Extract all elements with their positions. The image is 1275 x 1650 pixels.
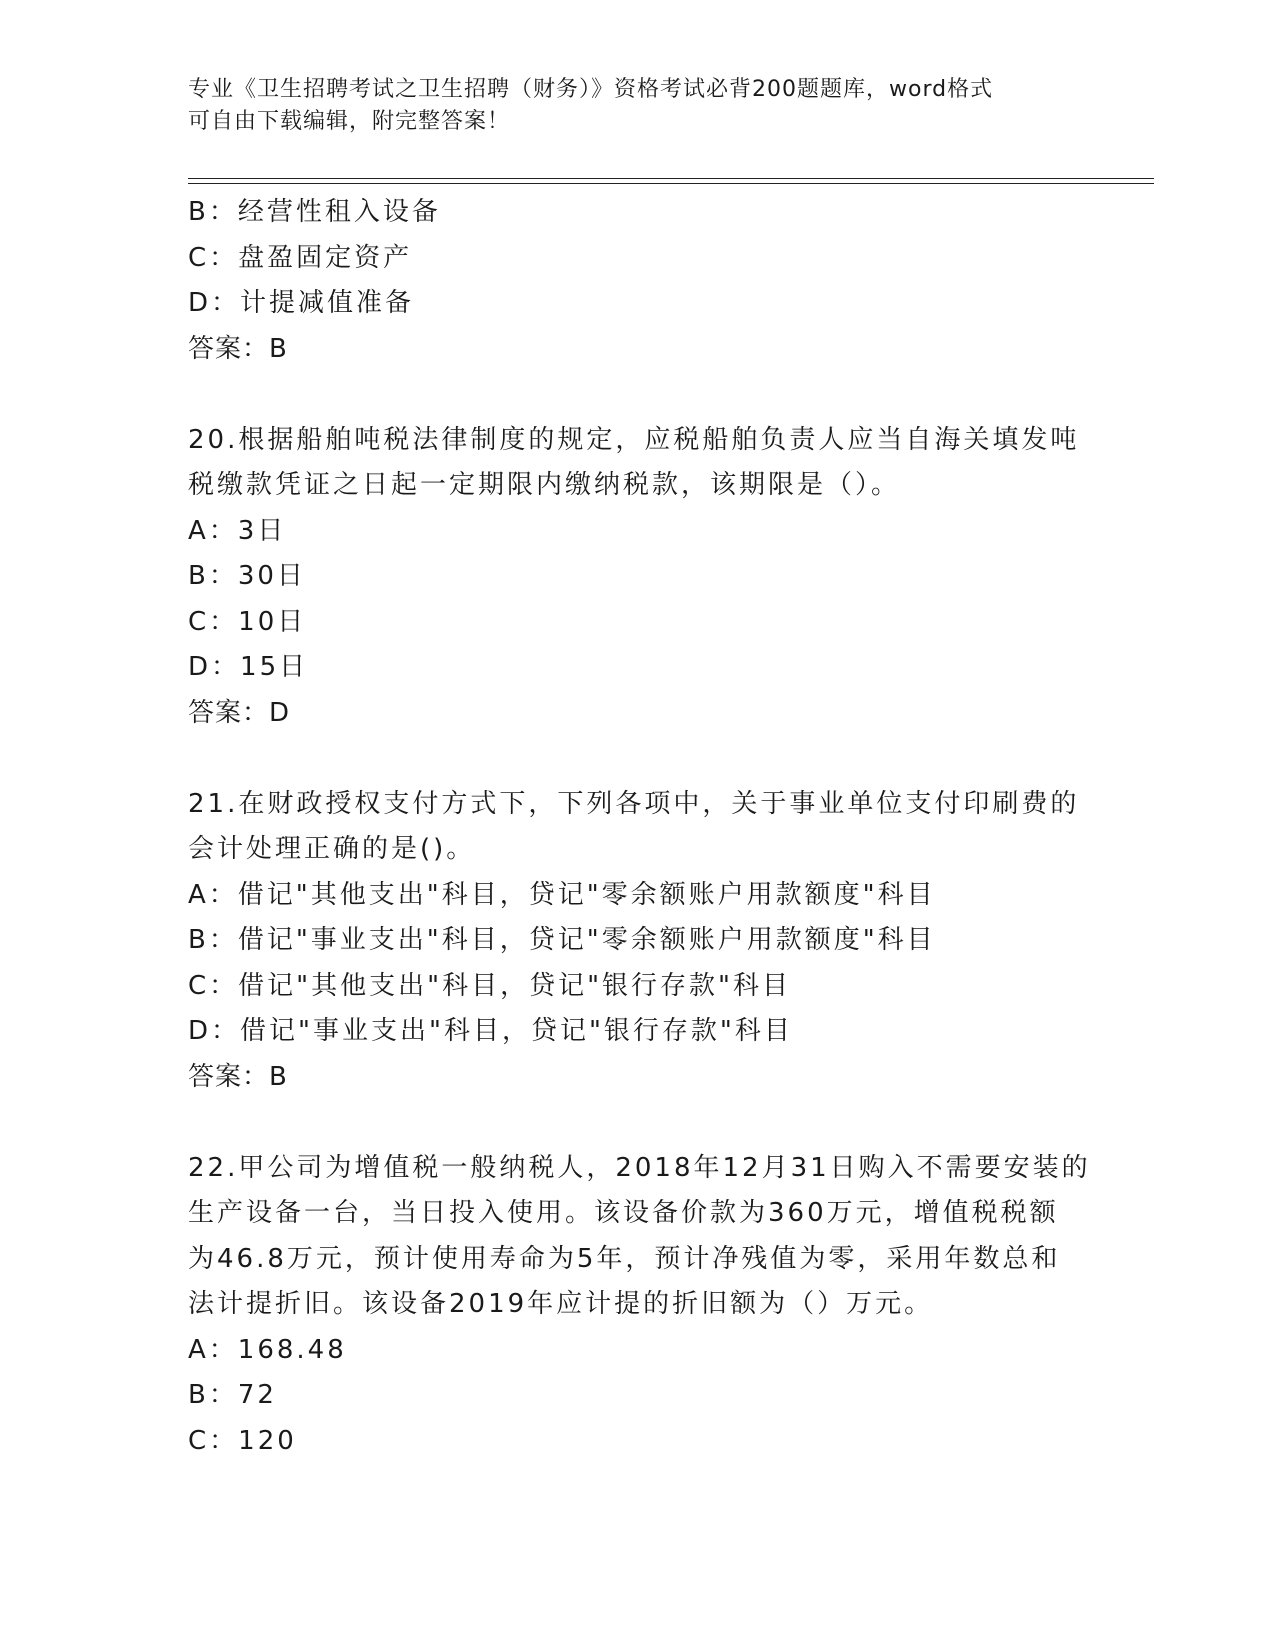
header-divider-top [188,178,1154,179]
question-22 [188,1146,1128,1465]
answer: 答案：D [188,697,291,728]
spacer [188,736,1128,782]
option-c: C：120 [188,1425,297,1456]
header-divider-bottom [188,183,1154,184]
option-a: A：3日 [188,515,287,546]
spacer [188,1100,1128,1146]
option-b: B：30日 [188,561,306,591]
question-19-tail [188,190,1128,372]
question-stem-line: 20.根据船舶吨税法律制度的规定，应税船舶负责人应当自海关填发吨 [188,424,1080,455]
option-c: C：盘盈固定资产 [188,242,413,273]
option-b: B：72 [188,1380,277,1410]
option-c: C：借记"其他支出"科目，贷记"银行存款"科目 [188,970,791,1001]
option-d: D：15日 [188,652,309,682]
question-20 [188,418,1128,737]
question-stem-line: 22.甲公司为增值税一般纳税人，2018年12月31日购入不需要安装的 [188,1152,1091,1183]
option-b: B：借记"事业支出"科目，贷记"零余额账户用款额度"科目 [188,925,936,955]
option-b: B：经营性租入设备 [188,197,441,227]
question-stem-line: 会计处理正确的是()。 [188,834,476,864]
answer: 答案：B [188,333,288,364]
document-body [188,190,1128,1464]
header-line-2: 可自由下载编辑，附完整答案！ [188,109,511,134]
question-stem-line: 为46.8万元，预计使用寿命为5年，预计净残值为零，采用年数总和 [188,1243,1061,1274]
header-line-1: 专业《卫生招聘考试之卫生招聘（财务）》资格考试必背200题题库，word格式 [188,77,994,102]
option-a: A：168.48 [188,1334,347,1365]
option-c: C：10日 [188,606,307,637]
spacer [188,372,1128,418]
answer: 答案：B [188,1061,288,1092]
question-stem-line: 生产设备一台，当日投入使用。该设备价款为360万元，增值税税额 [188,1198,1059,1228]
option-d: D：借记"事业支出"科目，贷记"银行存款"科目 [188,1016,793,1046]
question-21 [188,782,1128,1101]
question-stem-line: 税缴款凭证之日起一定期限内缴纳税款，该期限是（）。 [188,470,901,500]
option-d: D：计提减值准备 [188,288,415,318]
question-stem-line: 法计提折旧。该设备2019年应计提的折旧额为（）万元。 [188,1289,934,1319]
option-a: A：借记"其他支出"科目，贷记"零余额账户用款额度"科目 [188,879,936,910]
document-header [188,74,1088,138]
question-stem-line: 21.在财政授权支付方式下，下列各项中，关于事业单位支付印刷费的 [188,788,1080,819]
